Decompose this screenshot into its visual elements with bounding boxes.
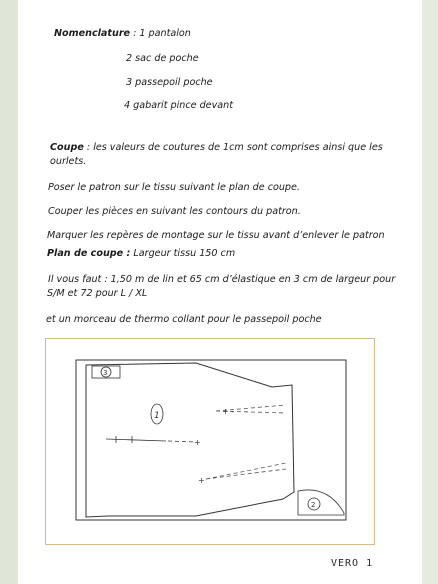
coupe-step-1: Poser le patron sur le tissu suivant le plan de coupe. — [48, 182, 300, 193]
scan-margin-left — [0, 0, 18, 584]
nomenclature-item-4: 4 gabarit pince devant — [124, 100, 233, 111]
svg-text:+ -: + - — [222, 407, 235, 416]
cutting-plan-diagram — [45, 338, 375, 545]
fabric-outline — [76, 360, 346, 520]
plan-extra: et un morceau de thermo collant pour le passepoil poche — [46, 314, 322, 325]
piece-1-line — [106, 439, 166, 441]
dart-line-bottom-2 — [206, 469, 286, 479]
signature: VERO 1 — [331, 558, 374, 569]
coupe-step-3: Marquer les repères de montage sur le tissu avant d’enlever le patron — [47, 230, 385, 241]
dart-line-bottom — [206, 463, 286, 479]
piece-2-label: 2 — [311, 501, 316, 509]
svg-text:+: + — [198, 476, 205, 485]
coupe-step-2: Couper les pièces en suivant les contours du patron. — [48, 206, 301, 217]
piece-3-label: 3 — [103, 369, 108, 377]
nomenclature-item-3: 3 passepoil poche — [126, 77, 213, 88]
coupe-paragraph: Coupe : les valeurs de coutures de 1cm sont comprises ainsi que les — [50, 142, 383, 153]
piece-2-outline — [298, 490, 344, 515]
nomenclature-item-2: 2 sac de poche — [126, 53, 199, 64]
coupe-paragraph-line2: ourlets. — [50, 156, 87, 167]
plan-requirements-line2: S/M et 72 pour L / XL — [47, 288, 148, 299]
nomenclature-label: Nomenclature : 1 pantalon — [54, 28, 191, 39]
svg-text:+: + — [194, 438, 201, 447]
plan-requirements: Il vous faut : 1,50 m de lin et 65 cm d’élastique en 3 cm de largeur pour — [48, 274, 396, 285]
piece-1-dash — [168, 441, 196, 442]
plan-heading: Plan de coupe : Largeur tissu 150 cm — [47, 248, 236, 259]
scan-margin-right — [422, 0, 438, 584]
cutting-plan-svg — [46, 339, 376, 546]
piece-1-outline — [86, 363, 294, 517]
piece-1-label: 1 — [154, 411, 160, 421]
